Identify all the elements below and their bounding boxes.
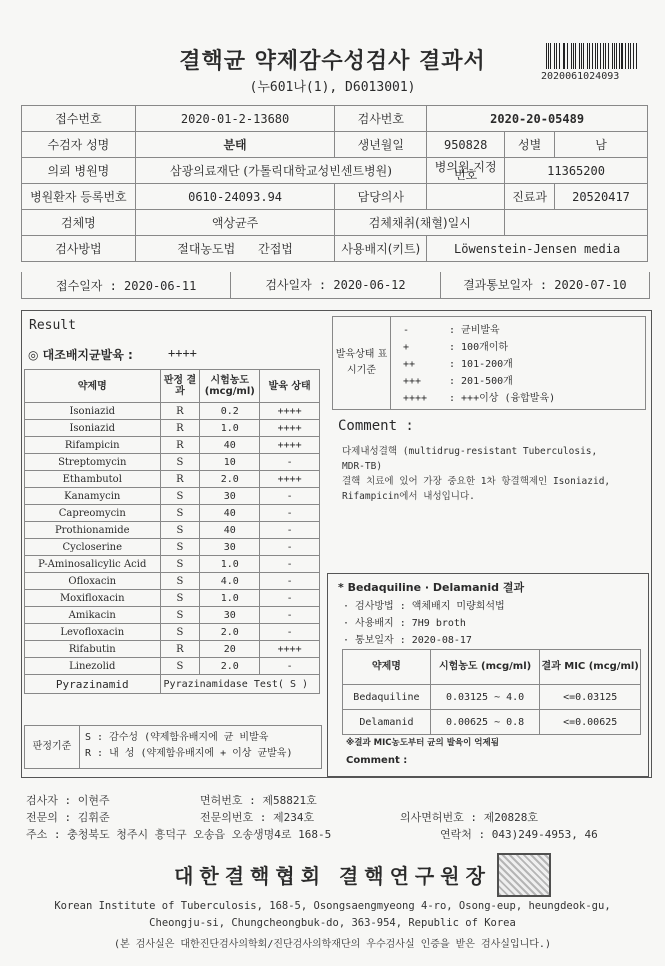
drug-row	[25, 641, 320, 658]
growth-standard-row	[403, 321, 500, 336]
document-code: (누601나(1), D6013001)	[249, 80, 416, 95]
growth-standard-row	[403, 389, 555, 404]
patient-reg: 0610-24093.94	[135, 184, 335, 210]
specialist: 전문의 : 김휘준	[26, 811, 110, 824]
dept-label: 진료과	[505, 184, 555, 210]
control-growth-value: ++++	[168, 346, 197, 360]
drug-name: Isoniazid	[25, 420, 161, 437]
name-label: 수검자 성명	[22, 132, 136, 158]
mic-comment: Comment :	[346, 755, 408, 766]
barcode-bar	[575, 43, 576, 69]
barcode-bar	[628, 43, 629, 69]
drug-name: Amikacin	[25, 607, 161, 624]
drug-name: Moxifloxacin	[25, 590, 161, 607]
drug-row	[25, 607, 320, 624]
mic-conc: 0.03125 ~ 4.0	[430, 685, 540, 710]
method-2: 간접법	[258, 242, 293, 256]
comment-line: 결핵 치료에 있어 가장 중요한 1차 항결핵제인 Isoniazid,	[342, 476, 611, 487]
drug-row	[25, 505, 320, 522]
dob-label: 생년월일	[335, 132, 427, 158]
drug-growth: -	[260, 488, 320, 505]
patient-info-table	[21, 105, 648, 262]
drug-concentration: 2.0	[200, 471, 260, 488]
hospital-code-label: 병의원 지정번호	[427, 158, 505, 184]
drug-row	[25, 488, 320, 505]
barcode-bar	[559, 43, 560, 69]
medium-label: 사용배지(키트)	[335, 236, 427, 262]
drug-growth: ++++	[260, 641, 320, 658]
drug-concentration: 4.0	[200, 573, 260, 590]
result-label: Result	[29, 318, 76, 333]
doctor-label: 담당의사	[335, 184, 427, 210]
drug-name: Kanamycin	[25, 488, 161, 505]
drug-result: R	[160, 471, 200, 488]
mic-result: <=0.00625	[540, 710, 641, 735]
criteria-box	[24, 725, 322, 769]
certification-note: (본 검사실은 대한진단검사의학회/진단검사의학재단의 우수검사실 인증을 받은 검사실입니다.)	[114, 939, 551, 950]
drug-growth: -	[260, 454, 320, 471]
mic-table	[342, 649, 641, 735]
drug-name: Rifabutin	[25, 641, 161, 658]
collect-label: 검체채취(채혈)일시	[335, 210, 505, 236]
drug-growth: ++++	[260, 471, 320, 488]
specimen-label: 검체명	[22, 210, 136, 236]
drug-result: S	[160, 658, 200, 675]
drug-growth: -	[260, 522, 320, 539]
drug-concentration: 30	[200, 607, 260, 624]
growth-meaning: : 100개이하	[449, 342, 509, 353]
drug-row	[25, 658, 320, 675]
drug-result: S	[160, 590, 200, 607]
growth-symbol: +++	[403, 376, 422, 387]
barcode-number: 2020061024093	[541, 71, 620, 82]
drug-row	[25, 471, 320, 488]
official-seal	[497, 853, 551, 897]
mic-drug: Delamanid	[343, 710, 431, 735]
drug-name: Isoniazid	[25, 403, 161, 420]
document-title: 결핵균 약제감수성검사 결과서	[179, 49, 486, 74]
drug-row	[25, 522, 320, 539]
collect	[505, 210, 648, 236]
barcode-bar	[567, 43, 568, 69]
barcode-bar	[621, 43, 622, 69]
growth-standard-box	[332, 316, 646, 410]
drug-concentration: 40	[200, 437, 260, 454]
drug-concentration: 0.2	[200, 403, 260, 420]
drug-growth: -	[260, 624, 320, 641]
drug-growth: -	[260, 539, 320, 556]
bedaquiline-medium: · 사용배지 : 7H9 broth	[343, 618, 466, 629]
patient-name: 분태	[135, 132, 335, 158]
drug-concentration: 10	[200, 454, 260, 471]
hospital-label: 의뢰 병원명	[22, 158, 136, 184]
method-label: 검사방법	[22, 236, 136, 262]
drug-growth: -	[260, 505, 320, 522]
drug-growth: -	[260, 658, 320, 675]
barcode-bar	[546, 43, 547, 69]
drug-growth: -	[260, 607, 320, 624]
barcode-bar	[595, 43, 596, 69]
drug-concentration: 1.0	[200, 590, 260, 607]
drug-row	[25, 624, 320, 641]
drug-result: S	[160, 624, 200, 641]
comment-line: 다제내성결핵 (multidrug-resistant Tuberculosis,	[342, 446, 598, 457]
growth-symbol: +	[403, 342, 410, 353]
drug-result: S	[160, 454, 200, 471]
comment-body	[342, 444, 642, 504]
drug-concentration: 40	[200, 505, 260, 522]
bedaquiline-title: * Bedaquiline · Delamanid 결과	[338, 581, 525, 594]
criteria-label: 판정기준	[25, 726, 80, 768]
drug-growth: ++++	[260, 420, 320, 437]
barcode-bar	[619, 43, 620, 69]
test-no-label: 검사번호	[335, 106, 427, 132]
drug-growth: -	[260, 590, 320, 607]
drug-concentration: 20	[200, 641, 260, 658]
drug-concentration: 1.0	[200, 556, 260, 573]
license-no: 면허번호 : 제58821호	[200, 794, 317, 807]
drug-row	[25, 556, 320, 573]
drug-growth: ++++	[260, 437, 320, 454]
drug-row	[25, 590, 320, 607]
barcode-image	[546, 43, 638, 69]
mic-note: ※결과 MIC농도부터 균의 발육이 억제됨	[346, 738, 499, 748]
drug-result: S	[160, 505, 200, 522]
drug-result: R	[160, 403, 200, 420]
drug-result: S	[160, 607, 200, 624]
drug-name: Prothionamide	[25, 522, 161, 539]
growth-symbol: ++	[403, 359, 416, 370]
drug-name: Capreomycin	[25, 505, 161, 522]
barcode-bar	[603, 43, 604, 69]
dept: 20520417	[555, 184, 648, 210]
barcode-bar	[554, 43, 555, 69]
comment-title: Comment :	[338, 418, 414, 434]
phone: 연락처 : 043)249-4953, 46	[440, 828, 598, 841]
criteria-r: R : 내 성 (약제함유배지에 + 이상 균발육)	[85, 748, 293, 759]
drug-name: Ethambutol	[25, 471, 161, 488]
address: 주소 : 충청북도 청주시 흥덕구 오송읍 오송생명4로 168-5	[26, 828, 332, 841]
drug-name: Linezolid	[25, 658, 161, 675]
barcode-bar	[587, 43, 588, 69]
specimen: 액상균주	[135, 210, 335, 236]
drug-growth: -	[260, 556, 320, 573]
growth-standard-label: 발육상태 표시기준	[333, 317, 391, 409]
header-drug: 약제명	[25, 370, 161, 403]
drug-result: S	[160, 488, 200, 505]
received-date: 접수일자 : 2020-06-11	[56, 278, 197, 293]
drug-result: S	[160, 573, 200, 590]
drug-row	[25, 403, 320, 420]
growth-standard-row	[403, 338, 508, 353]
drug-result: R	[160, 437, 200, 454]
header-concentration: 시험농도 (mcg/ml)	[200, 370, 260, 403]
growth-standard-row	[403, 372, 513, 387]
drug-result: R	[160, 641, 200, 658]
hospital-code: 11365200	[505, 158, 648, 184]
mic-header-result: 결과 MIC (mcg/ml)	[540, 650, 641, 685]
drug-row	[25, 573, 320, 590]
drug-result: S	[160, 539, 200, 556]
hospital-name: 삼광의료재단 (가톨릭대학교성빈센트병원)	[135, 158, 426, 184]
drug-name: Streptomycin	[25, 454, 161, 471]
reported-date: 결과통보일자 : 2020-07-10	[440, 272, 649, 298]
drug-growth: ++++	[260, 403, 320, 420]
sex: 남	[555, 132, 648, 158]
growth-meaning: : 101-200개	[449, 359, 513, 370]
mic-conc: 0.00625 ~ 0.8	[430, 710, 540, 735]
drug-row	[25, 454, 320, 471]
drug-concentration: 30	[200, 488, 260, 505]
comment-line: Rifampicin에서 내성입니다.	[342, 491, 475, 502]
drug-row	[25, 420, 320, 437]
bedaquiline-notify: · 통보일자 : 2020-08-17	[343, 635, 472, 646]
pza-name: Pyrazinamid	[25, 675, 161, 694]
header-growth: 발육 상태	[260, 370, 320, 403]
mic-header-drug: 약제명	[343, 650, 431, 685]
sex-label: 성별	[505, 132, 555, 158]
drug-row	[25, 539, 320, 556]
drug-susceptibility-table	[24, 369, 320, 694]
drug-concentration: 30	[200, 539, 260, 556]
growth-meaning: : 201-500개	[449, 376, 513, 387]
criteria-s: S : 감수성 (약제함유배지에 균 비발육	[85, 732, 269, 743]
bedaquiline-method: · 검사방법 : 액체배지 미량희석법	[343, 601, 505, 612]
drug-concentration: 2.0	[200, 624, 260, 641]
english-address-line1: Korean Institute of Tuberculosis, 168-5, Osongsaengmyeong 4-ro, Osong-eup, heungdeok-gu,	[54, 900, 611, 912]
barcode-bar	[563, 43, 564, 69]
mic-header-conc: 시험농도 (mcg/ml)	[430, 650, 540, 685]
growth-symbol: ++++	[403, 393, 428, 404]
specialist-no: 전문의번호 : 제234호	[200, 811, 315, 824]
reception-no: 2020-01-2-13680	[135, 106, 335, 132]
barcode-bar	[600, 43, 601, 69]
header-result: 판정 결과	[160, 370, 200, 403]
drug-concentration: 1.0	[200, 420, 260, 437]
drug-growth: -	[260, 573, 320, 590]
drug-result: S	[160, 556, 200, 573]
reception-no-label: 접수번호	[22, 106, 136, 132]
method-values	[135, 236, 335, 262]
control-growth-label: ◎ 대조배지균발육 :	[28, 348, 133, 362]
method-1: 절대농도법	[177, 242, 236, 256]
drug-row	[25, 437, 320, 454]
growth-symbol: -	[403, 325, 410, 336]
growth-standard-row	[403, 355, 513, 370]
mic-drug: Bedaquiline	[343, 685, 431, 710]
barcode-bar	[608, 43, 609, 69]
dates-row	[21, 272, 650, 299]
drug-name: Rifampicin	[25, 437, 161, 454]
drug-name: P-Aminosalicylic Acid	[25, 556, 161, 573]
pza-result: Pyrazinamidase Test( S )	[160, 675, 319, 694]
growth-meaning: : 균비발육	[449, 325, 500, 336]
drug-concentration: 40	[200, 522, 260, 539]
tested-date: 검사일자 : 2020-06-12	[230, 272, 439, 298]
drug-result: R	[160, 420, 200, 437]
examiner: 검사자 : 이현주	[26, 794, 110, 807]
drug-result: S	[160, 522, 200, 539]
drug-concentration: 2.0	[200, 658, 260, 675]
english-address-line2: Cheongju-si, Chungcheongbuk-do, 363-954, Republic of Korea	[149, 917, 516, 929]
doctor	[427, 184, 505, 210]
test-no: 2020-20-05489	[427, 106, 648, 132]
barcode-bar	[636, 43, 637, 69]
organization-name: 대한결핵협회 결핵연구원장	[174, 864, 491, 888]
patient-reg-label: 병원환자 등록번호	[22, 184, 136, 210]
drug-name: Cycloserine	[25, 539, 161, 556]
drug-name: Levofloxacin	[25, 624, 161, 641]
dob: 950828	[427, 132, 505, 158]
growth-meaning: : +++이상 (융합발육)	[449, 393, 556, 404]
mic-result: <=0.03125	[540, 685, 641, 710]
comment-line: MDR-TB)	[342, 461, 383, 472]
doctor-license: 의사면허번호 : 제20828호	[400, 811, 538, 824]
medium: Löwenstein-Jensen media	[427, 236, 648, 262]
barcode-bar	[583, 43, 584, 69]
drug-name: Ofloxacin	[25, 573, 161, 590]
